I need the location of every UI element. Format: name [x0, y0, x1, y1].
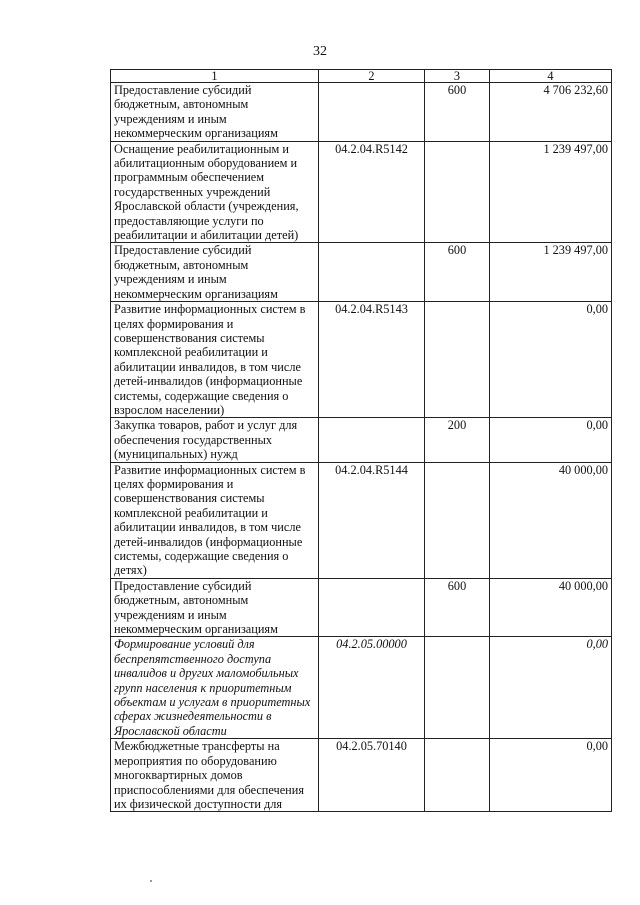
row-amount-cell: 0,00 [490, 302, 612, 418]
row-name-cell: Межбюджетные трансферты на мероприятия по оборудованию многоквартирных домов приспособлениями для обеспечения их физической доступности для [111, 739, 319, 812]
row-type-cell: 600 [425, 243, 490, 302]
row-amount-cell: 0,00 [490, 637, 612, 739]
row-code-cell: 04.2.04.R5142 [319, 141, 425, 243]
row-name-cell: Развитие информационных систем в целях формирования и совершенствования системы комплексной реабилитации и абилитации инвалидов, в том числе детей-инвалидов (информационные системы, содержащие сведения о детях) [111, 462, 319, 578]
row-name-cell: Формирование условий для беспрепятственного доступа инвалидов и других маломобильных групп населения к приоритетным объектам и услугам в приоритетных сферах жизнедеятельности в Ярославской области [111, 637, 319, 739]
row-type-cell [425, 637, 490, 739]
row-code-cell [319, 578, 425, 637]
row-amount-cell: 0,00 [490, 418, 612, 462]
row-type-cell [425, 739, 490, 812]
row-type-cell: 200 [425, 418, 490, 462]
row-code-cell [319, 83, 425, 142]
column-header-2: 2 [319, 70, 425, 83]
row-name-cell: Предоставление субсидий бюджетным, автономным учреждениям и иным некоммерческим организациям [111, 578, 319, 637]
row-code-cell: 04.2.05.00000 [319, 637, 425, 739]
row-type-cell: 600 [425, 83, 490, 142]
row-code-cell [319, 418, 425, 462]
row-name-cell: Предоставление субсидий бюджетным, автономным учреждениям и иным некоммерческим организациям [111, 243, 319, 302]
column-header-3: 3 [425, 70, 490, 83]
row-code-cell: 04.2.05.70140 [319, 739, 425, 812]
page-number: 32 [313, 44, 327, 59]
row-code-cell: 04.2.04.R5144 [319, 462, 425, 578]
scan-speck [150, 880, 152, 882]
row-code-cell [319, 243, 425, 302]
table-row [111, 243, 612, 302]
column-header-1: 1 [111, 70, 319, 83]
table-row [111, 462, 612, 578]
table-row [111, 578, 612, 637]
row-name-cell: Оснащение реабилитационным и абилитационным оборудованием и программным обеспечением государственных учреждений Ярославской области (учреждения, предоставляющие услуги по реабилитации и абилитации детей) [111, 141, 319, 243]
table-row [111, 739, 612, 812]
row-amount-cell: 0,00 [490, 739, 612, 812]
row-amount-cell: 4 706 232,60 [490, 83, 612, 142]
table-row [111, 302, 612, 418]
table-row [111, 83, 612, 142]
row-code-cell: 04.2.04.R5143 [319, 302, 425, 418]
row-name-cell: Предоставление субсидий бюджетным, автономным учреждениям и иным некоммерческим организациям [111, 83, 319, 142]
row-name-cell: Развитие информационных систем в целях формирования и совершенствования системы комплексной реабилитации и абилитации инвалидов, в том числе детей-инвалидов (информационные системы, содержащие сведения о взрослом населении) [111, 302, 319, 418]
table-header-row [111, 70, 612, 83]
row-type-cell [425, 302, 490, 418]
row-type-cell [425, 141, 490, 243]
table-row [111, 637, 612, 739]
row-amount-cell: 1 239 497,00 [490, 141, 612, 243]
row-amount-cell: 40 000,00 [490, 462, 612, 578]
row-type-cell [425, 462, 490, 578]
row-amount-cell: 1 239 497,00 [490, 243, 612, 302]
row-type-cell: 600 [425, 578, 490, 637]
row-amount-cell: 40 000,00 [490, 578, 612, 637]
table-row [111, 418, 612, 462]
row-name-cell: Закупка товаров, работ и услуг для обеспечения государственных (муниципальных) нужд [111, 418, 319, 462]
column-header-4: 4 [490, 70, 612, 83]
budget-table [110, 69, 612, 812]
table-row [111, 141, 612, 243]
